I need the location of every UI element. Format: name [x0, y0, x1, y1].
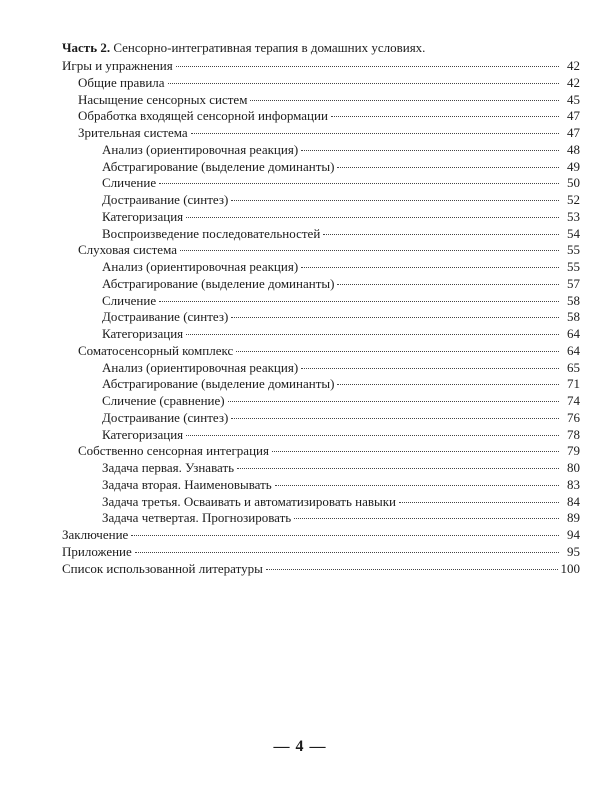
toc-entry-page: 42	[567, 58, 580, 73]
toc-entry-title: Задача четвертая. Прогнозировать	[102, 510, 292, 526]
dot-leader	[237, 468, 559, 469]
toc-entry-page: 52	[567, 192, 580, 207]
dot-leader	[168, 83, 559, 84]
toc-entry	[62, 393, 580, 410]
toc-entry-page: 57	[567, 275, 580, 291]
toc-entry-page: 100	[560, 560, 580, 576]
dot-leader	[231, 418, 559, 419]
dot-leader	[294, 518, 559, 519]
toc-entry-page: 89	[567, 510, 580, 526]
toc-entry-page: 54	[567, 225, 580, 241]
toc-entry	[62, 544, 580, 561]
toc-entry-page: 47	[567, 125, 580, 140]
toc-entry	[62, 343, 580, 360]
toc-entry-title: Сличение	[102, 175, 157, 191]
toc-entry-title: Задача первая. Узнавать	[102, 460, 235, 475]
dot-leader	[331, 116, 559, 117]
toc-entry-title: Анализ (ориентировочная реакция)	[102, 259, 299, 274]
toc-entry-page: 45	[567, 91, 580, 107]
toc-entry-title: Список использованной литературы	[62, 560, 263, 576]
toc-entry-title: Абстрагирование (выделение доминанты)	[102, 275, 335, 291]
toc-entry	[62, 443, 580, 460]
toc-entry-page: 76	[567, 409, 580, 425]
toc-entry-page: 95	[567, 543, 580, 559]
toc-entry-page: 78	[567, 426, 580, 442]
dot-leader	[301, 368, 559, 369]
toc-entry	[62, 108, 580, 125]
toc-entry-title: Сличение (сравнение)	[102, 393, 225, 408]
dot-leader	[180, 250, 559, 251]
toc-entry	[62, 142, 580, 159]
toc-entry-page: 55	[567, 242, 580, 258]
toc-entry-title: Категоризация	[102, 426, 184, 442]
toc-entry-page: 74	[567, 393, 580, 408]
toc-entry-page: 71	[567, 376, 580, 392]
toc-entry-page: 58	[567, 292, 580, 308]
dot-leader	[131, 535, 559, 536]
toc-entry-title: Обработка входящей сенсорной информации	[78, 108, 328, 124]
toc-entry-page: 83	[567, 476, 580, 492]
toc-entry-title: Категоризация	[102, 326, 184, 341]
toc-entry-page: 84	[567, 493, 580, 509]
toc-entry-title: Анализ (ориентировочная реакция)	[102, 359, 299, 375]
toc-entry-title: Абстрагирование (выделение доминанты)	[102, 376, 335, 392]
toc-entry-title: Задача третья. Осваивать и автоматизировать навыки	[102, 493, 397, 509]
dot-leader	[228, 401, 559, 402]
dot-leader	[186, 334, 559, 335]
toc-entry-title: Анализ (ориентировочная реакция)	[102, 141, 299, 157]
toc-entry	[62, 527, 580, 544]
dot-leader	[275, 485, 559, 486]
dot-leader	[337, 284, 559, 285]
toc-entry-page: 94	[567, 527, 580, 542]
toc-entry-title: Достраивание (синтез)	[102, 192, 229, 207]
dot-leader	[191, 133, 559, 134]
toc-entry-title: Задача вторая. Наименовывать	[102, 476, 272, 492]
toc-entry	[62, 209, 580, 226]
toc-entry	[62, 242, 580, 259]
toc-entry	[62, 159, 580, 176]
toc-entry-title: Зрительная система	[78, 125, 188, 140]
dot-leader	[301, 267, 559, 268]
toc-entry-page: 47	[567, 108, 580, 124]
dot-leader	[231, 317, 559, 318]
toc-entry-page: 55	[567, 259, 580, 274]
part-heading	[62, 40, 562, 56]
toc-entry-title: Абстрагирование (выделение доминанты)	[102, 158, 335, 174]
toc-entry-title: Игры и упражнения	[62, 58, 173, 73]
toc-entry-page: 64	[567, 342, 580, 358]
dot-leader	[231, 200, 559, 201]
toc-entry-page: 65	[567, 359, 580, 375]
toc-entry	[62, 510, 580, 527]
toc-entry-title: Категоризация	[102, 208, 184, 224]
toc-entry	[62, 561, 580, 578]
toc-entry-page: 64	[567, 326, 580, 341]
toc-entry	[62, 75, 580, 92]
page-number: — 4 —	[273, 738, 327, 755]
dot-leader	[236, 351, 559, 352]
toc-entry	[62, 92, 580, 109]
dot-leader	[337, 167, 559, 168]
dot-leader	[266, 569, 558, 570]
toc-entry-page: 42	[567, 74, 580, 90]
toc-entry-title: Приложение	[62, 543, 132, 559]
toc-entry	[62, 427, 580, 444]
toc-entry-title: Общие правила	[78, 74, 165, 90]
toc-entry	[62, 226, 580, 243]
table-of-contents	[62, 58, 580, 577]
toc-entry	[62, 276, 580, 293]
toc-entry-page: 80	[567, 460, 580, 475]
toc-entry-title: Собственно сенсорная интеграция	[78, 443, 269, 459]
dot-leader	[186, 217, 559, 218]
toc-entry	[62, 326, 580, 343]
toc-entry-page: 48	[567, 141, 580, 157]
toc-entry	[62, 477, 580, 494]
dot-leader	[186, 435, 559, 436]
toc-entry-title: Достраивание (синтез)	[102, 409, 229, 425]
toc-entry	[62, 293, 580, 310]
toc-entry	[62, 494, 580, 511]
toc-entry-title: Насыщение сенсорных систем	[78, 91, 248, 107]
toc-entry	[62, 259, 580, 276]
toc-entry-page: 53	[567, 208, 580, 224]
toc-entry-page: 79	[567, 443, 580, 459]
toc-entry	[62, 175, 580, 192]
toc-entry	[62, 360, 580, 377]
dot-leader	[159, 183, 559, 184]
toc-entry	[62, 192, 580, 209]
toc-entry-page: 58	[567, 309, 580, 325]
toc-entry	[62, 309, 580, 326]
toc-entry-title: Соматосенсорный комплекс	[78, 342, 234, 358]
dot-leader	[337, 384, 559, 385]
toc-entry	[62, 58, 580, 75]
toc-entry	[62, 410, 580, 427]
part-title: Сенсорно-интегративная терапия в домашних условиях.	[113, 40, 426, 55]
toc-entry-title: Слуховая система	[78, 242, 177, 258]
dot-leader	[250, 100, 559, 101]
part-label: Часть 2.	[62, 40, 111, 55]
toc-entry	[62, 460, 580, 477]
toc-entry-title: Достраивание (синтез)	[102, 309, 229, 325]
dot-leader	[323, 234, 559, 235]
dot-leader	[399, 502, 559, 503]
dot-leader	[301, 150, 559, 151]
dot-leader	[176, 66, 559, 67]
dot-leader	[135, 552, 559, 553]
toc-entry-title: Воспроизведение последовательностей	[102, 225, 321, 241]
toc-entry-page: 49	[567, 158, 580, 174]
toc-entry-page: 50	[567, 175, 580, 191]
toc-entry	[62, 125, 580, 142]
toc-entry-title: Заключение	[62, 527, 129, 542]
dot-leader	[159, 301, 559, 302]
dot-leader	[272, 451, 559, 452]
toc-entry	[62, 376, 580, 393]
toc-entry-title: Сличение	[102, 292, 157, 308]
